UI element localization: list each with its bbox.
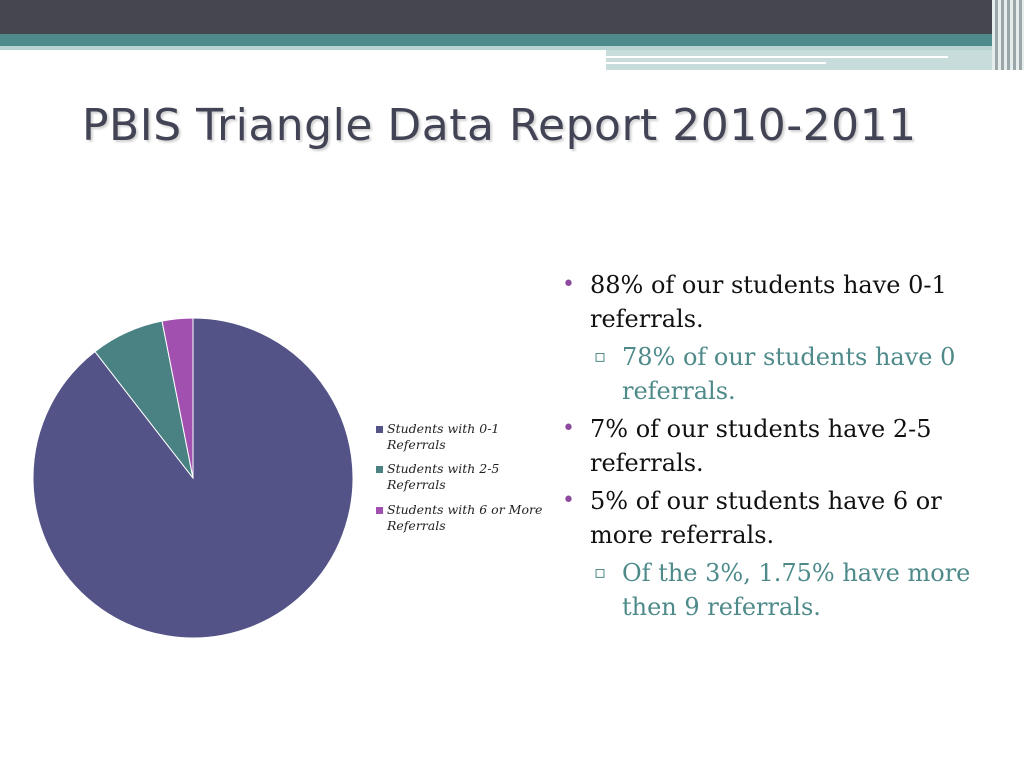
slide-title: PBIS Triangle Data Report 2010-2011 [82, 100, 917, 151]
legend-entry-3 [376, 502, 542, 533]
bullet-item-2: • 7% of our students have 2-5 referrals. [560, 412, 1000, 480]
bullet-item-1: • 88% of our students have 0-1 referrals. [560, 268, 1000, 336]
chart-legend [376, 421, 542, 533]
header-stripes [992, 0, 1024, 70]
legend-label-3a: Students with 6 or More [387, 502, 543, 517]
legend-label-3b: Referrals [387, 518, 446, 533]
legend-label-2a: Students with 2-5 [387, 461, 500, 476]
legend-label-1a: Students with 0-1 [387, 421, 500, 436]
header-accent-block [606, 50, 1024, 70]
legend-label-1b: Referrals [387, 437, 446, 452]
bullet-list [560, 268, 1000, 628]
legend-swatch-1 [376, 426, 383, 433]
header-teal-band [0, 34, 1024, 46]
legend-entry-1 [376, 421, 499, 452]
pie-chart [0, 290, 560, 660]
legend-swatch-3 [376, 507, 383, 514]
legend-label-2b: Referrals [387, 477, 446, 492]
sub-bullet-item-2: ▫ Of the 3%, 1.75% have more then 9 referrals. [560, 556, 1000, 624]
bullet-item-3: • 5% of our students have 6 or more referrals. [560, 484, 1000, 552]
pie-slices [33, 318, 353, 638]
header-accent-line [606, 56, 948, 58]
header-dark-bar [0, 0, 1024, 34]
legend-swatch-2 [376, 466, 383, 473]
legend-entry-2 [376, 461, 499, 492]
sub-bullet-item-1: ▫ 78% of our students have 0 referrals. [560, 340, 1000, 408]
header-accent-line-2 [606, 62, 826, 64]
